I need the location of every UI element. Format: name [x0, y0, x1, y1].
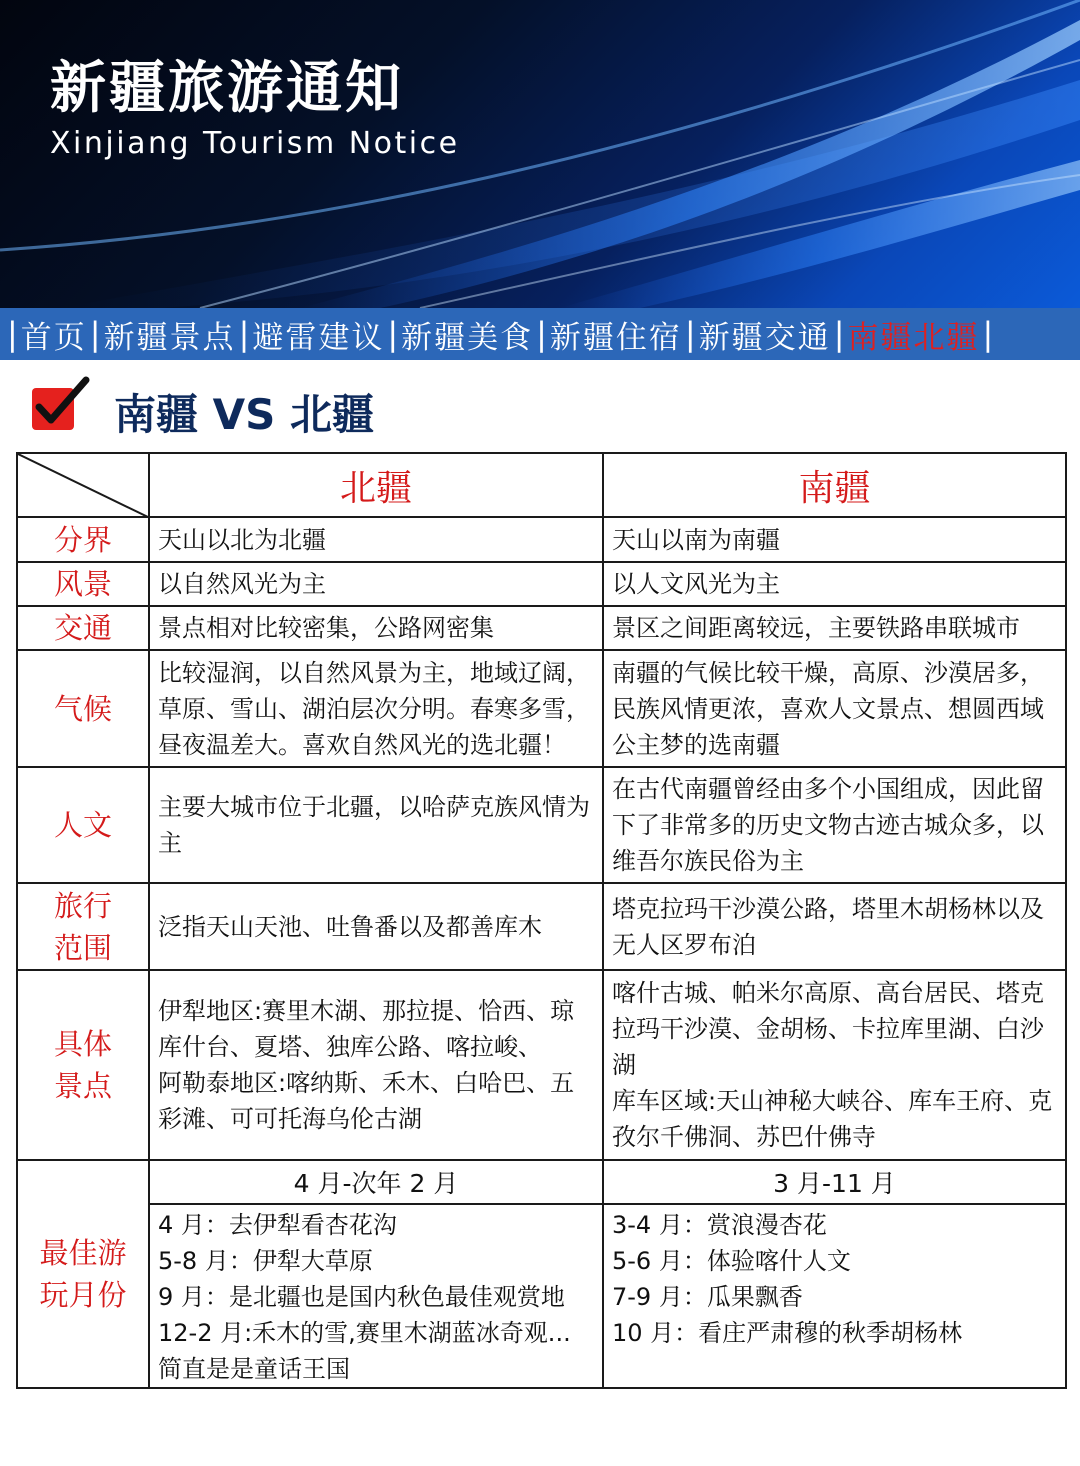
- nav-item-south-north[interactable]: 南疆北疆: [847, 319, 980, 356]
- column-header-north: 北疆: [149, 453, 603, 517]
- nav-item-transport[interactable]: 新疆交通: [698, 319, 831, 356]
- south-cell: 塔克拉玛干沙漠公路，塔里木胡杨林以及无人区罗布泊: [603, 883, 1066, 970]
- south-cell: 天山以南为南疆: [603, 517, 1066, 562]
- north-period-cell: 4 月-次年 2 月: [149, 1160, 603, 1204]
- row-label: 风景: [17, 562, 149, 606]
- table-row-best-period: [17, 1160, 1066, 1204]
- nav-separator: |: [536, 315, 547, 353]
- table-row: [17, 767, 1066, 883]
- south-months-cell: 3-4 月：赏浪漫杏花 5-6 月：体验喀什人文 7-9 月：瓜果飘香 10 月：看庄严肃穆的秋季胡杨林: [603, 1204, 1066, 1388]
- north-cell: 景点相对比较密集，公路网密集: [149, 606, 603, 650]
- nav-separator: |: [982, 315, 994, 353]
- nav-separator: |: [684, 315, 696, 353]
- south-cell: 在古代南疆曾经由多个小国组成，因此留下了非常多的历史文物古迹古城众多，以维吾尔族民俗为主: [603, 767, 1066, 883]
- south-cell: 景区之间距离较远，主要铁路串联城市: [603, 606, 1066, 650]
- row-label: 具体 景点: [17, 970, 149, 1160]
- nav-item-lodging[interactable]: 新疆住宿: [549, 319, 682, 356]
- row-label: 旅行 范围: [17, 883, 149, 970]
- table-row: [17, 883, 1066, 970]
- row-label: 分界: [17, 517, 149, 562]
- column-header-south: 南疆: [603, 453, 1066, 517]
- top-nav: [0, 308, 1080, 360]
- section-title: 南疆 VS 北疆: [114, 390, 374, 439]
- page-title: 新疆旅游通知: [50, 56, 404, 121]
- north-cell: 泛指天山天池、吐鲁番以及都善库木: [149, 883, 603, 970]
- table-row: [17, 517, 1066, 562]
- south-cell: 喀什古城、帕米尔高原、高台居民、塔克拉玛干沙漠、金胡杨、卡拉库里湖、白沙湖 库车区域:天山神秘大峡谷、库车王府、克孜尔千佛洞、苏巴什佛寺: [603, 970, 1066, 1160]
- table-row: [17, 606, 1066, 650]
- row-label: 人文: [17, 767, 149, 883]
- corner-cell: [17, 453, 149, 517]
- north-cell: 主要大城市位于北疆，以哈萨克族风情为主: [149, 767, 603, 883]
- north-cell: 伊犁地区:赛里木湖、那拉提、恰西、琼库什台、夏塔、独库公路、喀拉峻、 阿勒泰地区:喀纳斯、禾木、白哈巴、五彩滩、可可托海乌伦古湖: [149, 970, 603, 1160]
- comparison-table: [16, 452, 1067, 1389]
- north-months-cell: 4 月：去伊犁看杏花沟 5-8 月：伊犁大草原 9 月：是北疆也是国内秋色最佳观赏地 12-2 月:禾木的雪,赛里木湖蓝冰奇观...简直是是童话王国: [149, 1204, 603, 1388]
- north-cell: 天山以北为北疆: [149, 517, 603, 562]
- south-cell: 以人文风光为主: [603, 562, 1066, 606]
- table-header-row: [17, 453, 1066, 517]
- row-label-best-months: 最佳游 玩月份: [17, 1160, 149, 1388]
- nav-separator: |: [387, 315, 399, 353]
- nav-item-food[interactable]: 新疆美食: [401, 319, 534, 356]
- nav-separator: |: [89, 315, 101, 353]
- row-label: 交通: [17, 606, 149, 650]
- table-row: [17, 970, 1066, 1160]
- hero-banner: [0, 0, 1080, 308]
- nav-separator: |: [833, 315, 845, 353]
- table-row: [17, 562, 1066, 606]
- page-subtitle: Xinjiang Tourism Notice: [50, 126, 460, 161]
- north-cell: 以自然风光为主: [149, 562, 603, 606]
- nav-separator: |: [238, 315, 250, 353]
- nav-item-home[interactable]: 首页: [20, 319, 87, 356]
- north-cell: 比较湿润，以自然风景为主，地域辽阔，草原、雪山、湖泊层次分明。春寒多雪，昼夜温差大。喜欢自然风光的选北疆！: [149, 650, 603, 767]
- south-period-cell: 3 月-11 月: [603, 1160, 1066, 1204]
- section-header: [0, 360, 1080, 452]
- diagonal-line: [18, 454, 150, 518]
- nav-separator: |: [7, 315, 18, 353]
- table-row: [17, 650, 1066, 767]
- row-label: 气候: [17, 650, 149, 767]
- south-cell: 南疆的气候比较干燥，高原、沙漠居多，民族风情更浓，喜欢人文景点、想圆西域公主梦的选南疆: [603, 650, 1066, 767]
- table-row-best-detail: [17, 1204, 1066, 1388]
- nav-item-avoid-tips[interactable]: 避雷建议: [252, 319, 385, 356]
- checkbox-check-icon: [30, 376, 90, 434]
- nav-item-attractions[interactable]: 新疆景点: [103, 319, 236, 356]
